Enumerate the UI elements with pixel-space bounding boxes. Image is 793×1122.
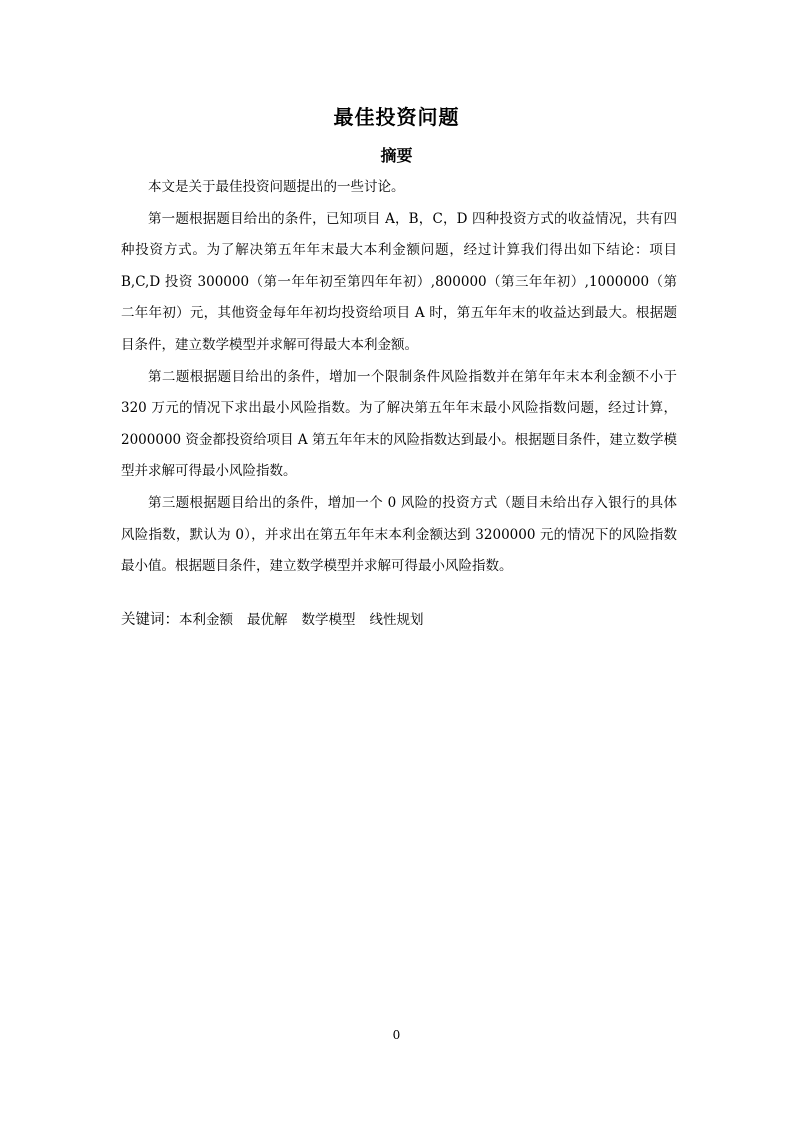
keyword-item: 数学模型 <box>301 612 356 628</box>
abstract-paragraph-problem-3: 第三题根据题目给出的条件，增加一个 0 风险的投资方式（题目未给出存入银行的具体风险指数，默认为 0），并求出在第五年年末本利金额达到 3200000 元的情况下的风险指数最小值。根据题目条件，建立数学模型并求解可得最小风险指数。 <box>121 494 677 575</box>
abstract-paragraph-problem-2: 第二题根据题目给出的条件，增加一个限制条件风险指数并在第年年末本利金额不小于 320 万元的情况下求出最小风险指数。为了解决第五年年末最小风险指数问题，经过计算，2000000 资金都投资给项目 A 第五年年末的风险指数达到最小。根据题目条件，建立数学模型并求解可得最小风险指数。 <box>121 368 677 480</box>
keyword-item: 线性规划 <box>369 612 424 628</box>
page-number: 0 <box>392 1028 401 1042</box>
keywords-line <box>121 608 677 632</box>
document-title: 最佳投资问题 <box>333 105 460 129</box>
abstract-heading: 摘要 <box>380 146 413 165</box>
keywords-label: 关键词： <box>121 612 179 628</box>
keyword-item: 最优解 <box>247 612 288 628</box>
keyword-item: 本利金额 <box>179 612 233 628</box>
abstract-body <box>121 172 677 583</box>
abstract-paragraph-problem-1: 第一题根据题目给出的条件，已知项目 A，B，C，D 四种投资方式的收益情况，共有四种投资方式。为了解决第五年年末最大本利金额问题，经过计算我们得出如下结论：项目 B,C,D 投资 300000（第一年年初至第四年年初）,800000（第三年年初）,1000000（第二年年初）元，其他资金每年年初均投资给项目 A 时，第五年年末的收益达到最大。根据题目条件，建立数学模型并求解可得最大本利金额。 <box>121 210 677 353</box>
abstract-paragraph-intro: 本文是关于最佳投资问题提出的一些讨论。 <box>148 179 405 195</box>
